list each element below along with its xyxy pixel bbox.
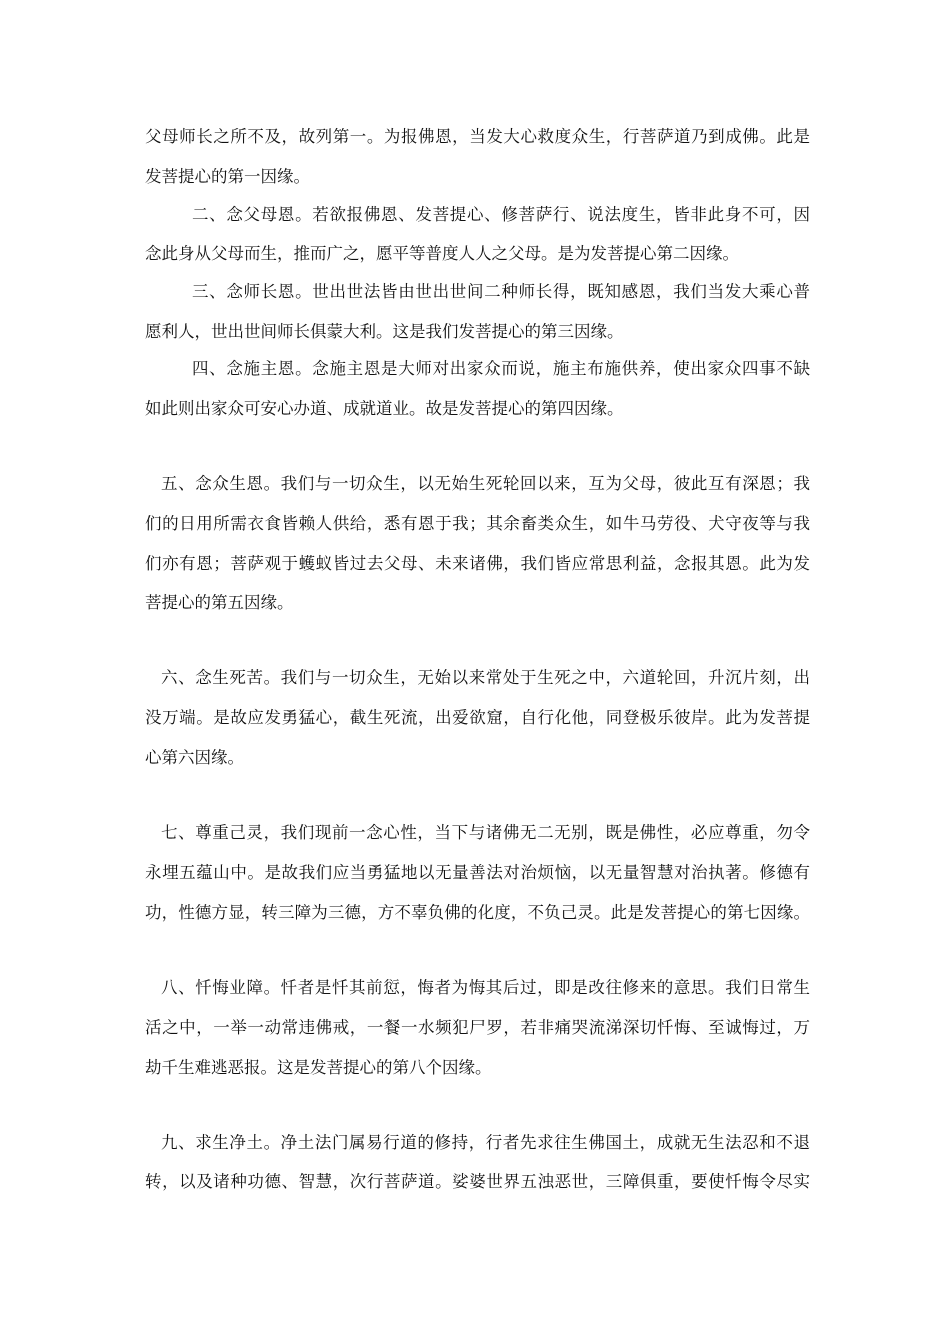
p8-line-1: 八、忏悔业障。忏者是忏其前愆，悔者为悔其后过，即是改往修来的意思。我们日常生 [161, 978, 810, 997]
p3-line-1: 三、念师长恩。世出世法皆由世出世间二种师长得，既知感恩，我们当发大乘心普 [192, 282, 810, 301]
p0-line-2: 发菩提心的第一因缘。 [145, 167, 310, 186]
p5-line-1: 五、念众生恩。我们与一切众生，以无始生死轮回以来，互为父母，彼此互有深恩；我 [161, 474, 810, 493]
p3-line-2: 愿利人，世出世间师长俱蒙大利。这是我们发菩提心的第三因缘。 [145, 322, 624, 341]
p5-line-4: 菩提心的第五因缘。 [145, 593, 294, 612]
p5-line-2: 们的日用所需衣食皆赖人供给，悉有恩于我；其余畜类众生，如牛马劳役、犬守夜等与我 [145, 514, 810, 533]
p2-line-1: 二、念父母恩。若欲报佛恩、发菩提心、修菩萨行、说法度生，皆非此身不可，因 [192, 205, 810, 224]
p4-line-2: 如此则出家众可安心办道、成就道业。故是发菩提心的第四因缘。 [145, 399, 624, 418]
p7-line-3: 功，性德方显，转三障为三德，方不辜负佛的化度，不负己灵。此是发菩提心的第七因缘。 [145, 903, 810, 922]
p0-line-1: 父母师长之所不及，故列第一。为报佛恩，当发大心救度众生，行菩萨道乃到成佛。此是 [145, 127, 810, 146]
p7-line-1: 七、尊重己灵，我们现前一念心性，当下与诸佛无二无别，既是佛性，必应尊重，勿令 [161, 823, 810, 842]
p5-line-3: 们亦有恩；菩萨观于蠖蚁皆过去父母、未来诸佛，我们皆应常思利益，念报其恩。此为发 [145, 554, 810, 573]
p9-line-2: 转，以及诸种功德、智慧，次行菩萨道。娑婆世界五浊恶世，三障俱重，要使忏悔令尽实 [145, 1172, 810, 1191]
p2-line-2: 念此身从父母而生，推而广之，愿平等普度人人之父母。是为发菩提心第二因缘。 [145, 244, 739, 263]
p6-line-3: 心第六因缘。 [145, 748, 244, 767]
p9-line-1: 九、求生净土。净土法门属易行道的修持，行者先求往生佛国土，成就无生法忍和不退 [161, 1133, 810, 1152]
p4-line-1: 四、念施主恩。念施主恩是大师对出家众而说，施主布施供养，使出家众四事不缺 [192, 359, 810, 378]
p6-line-2: 没万端。是故应发勇猛心，截生死流，出爱欲窟，自行化他，同登极乐彼岸。此为发菩提 [145, 708, 810, 727]
p7-line-2: 永埋五蕴山中。是故我们应当勇猛地以无量善法对治烦恼，以无量智慧对治执著。修德有 [145, 863, 810, 882]
p6-line-1: 六、念生死苦。我们与一切众生，无始以来常处于生死之中，六道轮回，升沉片刻，出 [161, 668, 810, 687]
p8-line-2: 活之中，一举一动常违佛戒，一餐一水频犯尸罗，若非痛哭流涕深切忏悔、至诚悔过，万 [145, 1018, 810, 1037]
p8-line-3: 劫千生难逃恶报。这是发菩提心的第八个因缘。 [145, 1058, 492, 1077]
